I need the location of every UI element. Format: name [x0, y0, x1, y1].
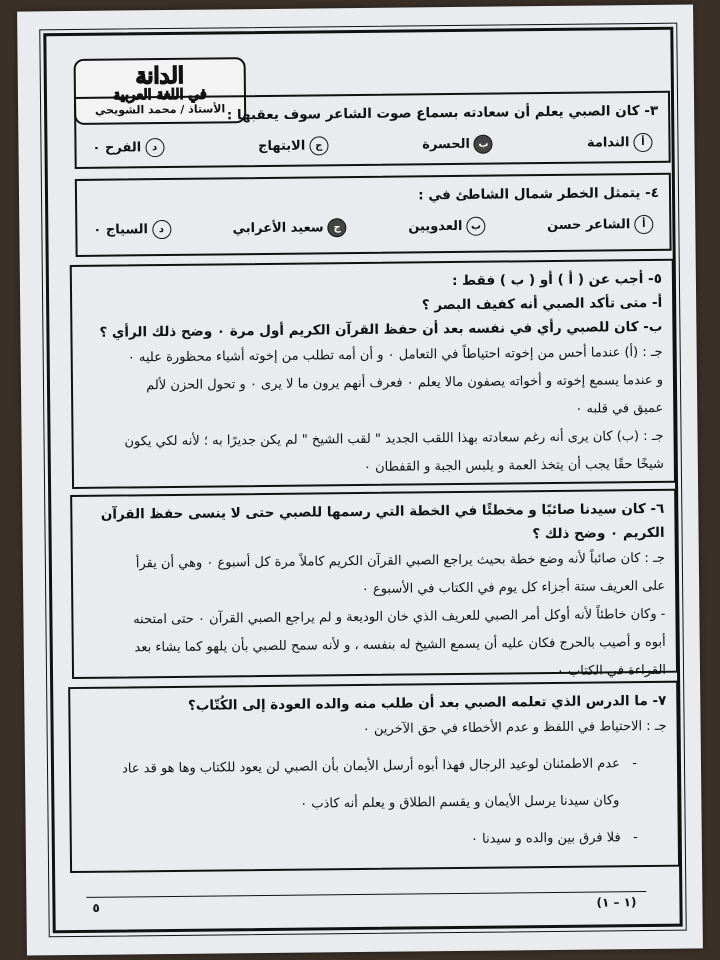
option-d[interactable] — [92, 138, 164, 158]
option-c[interactable] — [258, 136, 328, 156]
question-7-box — [68, 681, 680, 873]
option-text: الندامة — [586, 135, 630, 151]
option-letter: أ — [633, 133, 652, 152]
question-4-text: ٤- يتمثل الخطر شمال الشاطئ في : — [418, 184, 660, 204]
question-5-part-b: ب- كان للصبي رأي في نفسه بعد أن حفظ القرآن الكريم أول مرة ٠ وضح ذلك الرأي ؟ — [99, 318, 663, 341]
option-d[interactable] — [93, 220, 171, 240]
option-letter: أ — [634, 215, 653, 234]
bullet-text: فلا فرق بين والده و سيدنا ٠ — [470, 830, 621, 847]
question-6-text: ٦- كان سيدنا صائبًا و مخطئًا في الخطة التي رسمها للصبي حتى لا ينسى حفظ القرآن الكريم ٠ وضح ذلك ؟ — [100, 500, 665, 543]
option-c[interactable] — [233, 218, 347, 238]
question-5-heading: ٥- أجب عن ( أ ) أو ( ب ) فقط : — [451, 270, 662, 290]
answer-5-line-5: شيخًا حقًا يجب أن يتخذ العمة و يلبس الجبة و القفطان ٠ — [363, 456, 664, 475]
answer-6-line-3: - وكان خاطئاً لأنه أوكل أمر الصبي للعريف الذي خان الوديعة و لم يراجع الصبي القرآن ٠ حتى امتحنه — [133, 606, 666, 628]
option-text: الابتهاج — [258, 138, 306, 155]
option-text: الحسرة — [422, 136, 471, 153]
question-4-box — [75, 173, 672, 257]
answer-6-line-1: جـ : كان صائباً لأنه وضع خطة بحيث يراجع الصبي القرآن الكريم كاملاً مرة كل أسبوع ٠ وهي أن يقرأ — [135, 550, 665, 572]
question-4-options — [87, 215, 659, 240]
answer-5-line-2: و عندما يسمع إخوته و أخواته يصفون مالا يعلم ٠ فعرف أنهم يرون ما لا يرى ٠ و تحول الحزن لألم — [146, 372, 664, 394]
option-letter: د — [152, 220, 171, 239]
exam-page — [17, 4, 703, 955]
answer-7-bullet-2: - فلا فرق بين والده و سيدنا ٠ — [470, 830, 638, 847]
page-number: ٥ — [92, 900, 100, 915]
option-text: الفرح ٠ — [92, 140, 142, 156]
answer-5-line-1: جـ : (أ) عندما أحس من إخوته احتياطاً في التعامل ٠ و أن أمه تطلب من إخوته أشياء محظورة عليه ٠ — [127, 344, 663, 366]
question-3-options — [86, 133, 658, 158]
question-3-box — [74, 91, 671, 169]
option-text: العدويين — [408, 218, 463, 235]
option-letter-selected: ب — [474, 135, 493, 154]
option-letter: ج — [309, 136, 328, 155]
logo-title: الدانة — [135, 62, 185, 90]
logo-subtitle: في اللغة العربية — [113, 86, 207, 104]
option-letter-selected: ج — [328, 218, 347, 237]
answer-7-bullet-1-cont: وكان سيدنا يرسل الأيمان و يقسم الطلاق و يعلم أنه كاذب ٠ — [300, 793, 620, 812]
answer-7-bullet-1: - عدم الاطمئنان لوعيد الرجال فهذا أبوه أرسل الأيمان بأن الصبي لن يعود للكتاب وها هو قد عاد — [122, 756, 638, 777]
option-text: الشاعر حسن — [547, 217, 631, 234]
answer-6-line-5: القراءة في الكتاب ٠ — [556, 662, 667, 679]
option-text: السياج ٠ — [93, 222, 149, 238]
question-6-box — [70, 489, 678, 679]
option-a[interactable] — [587, 133, 653, 153]
answer-5-line-4: جـ : (ب) كان يرى أنه رغم سعادته بهذا اللقب الجديد " لقب الشيخ " لم يكن جديرًا به ؛ لأنه لكي يكون — [124, 428, 664, 450]
option-text: سعيد الأعرابي — [232, 220, 324, 237]
question-5-part-a: أ- متى تأكد الصبي أنه كفيف البصر ؟ — [421, 294, 663, 314]
question-7-text: ٧- ما الدرس الذي تعلمه الصبي بعد أن طلب منه والده العودة إلى الكُتّاب؟ — [187, 692, 667, 714]
question-5-box — [70, 259, 676, 489]
option-a[interactable] — [547, 215, 653, 235]
answer-6-line-4: أبوه و أصيب بالحرج فكان عليه أن يسمع الشيخ له بنفسه ، و لأنه سمح للصبي بأن يلهو كما يشاء بعد — [134, 634, 666, 656]
question-3-text: ٣- كان الصبي يعلم أن سعادته بسماع صوت الشاعر سوف يعقبها : — [226, 102, 659, 124]
page-range: (١ – ١) — [596, 895, 637, 910]
option-b[interactable] — [422, 135, 493, 155]
answer-5-line-3: عميق في قلبه ٠ — [575, 400, 664, 417]
logo-teacher: الأستاذ / محمد الشويحي — [94, 102, 226, 117]
option-letter: د — [145, 138, 164, 157]
answer-6-line-2: على العريف ستة أجزاء كل يوم في الكتاب في الأسبوع ٠ — [361, 578, 666, 597]
option-b[interactable] — [408, 217, 485, 237]
answer-7-line-1: جـ : الاحتياط في اللفظ و عدم الأخطاء في حق الآخرين ٠ — [362, 718, 667, 737]
option-letter: ب — [466, 217, 485, 236]
bullet-text: عدم الاطمئنان لوعيد الرجال فهذا أبوه أرسل الأيمان بأن الصبي لن يعود للكتاب وها هو قد عاد — [122, 756, 620, 777]
